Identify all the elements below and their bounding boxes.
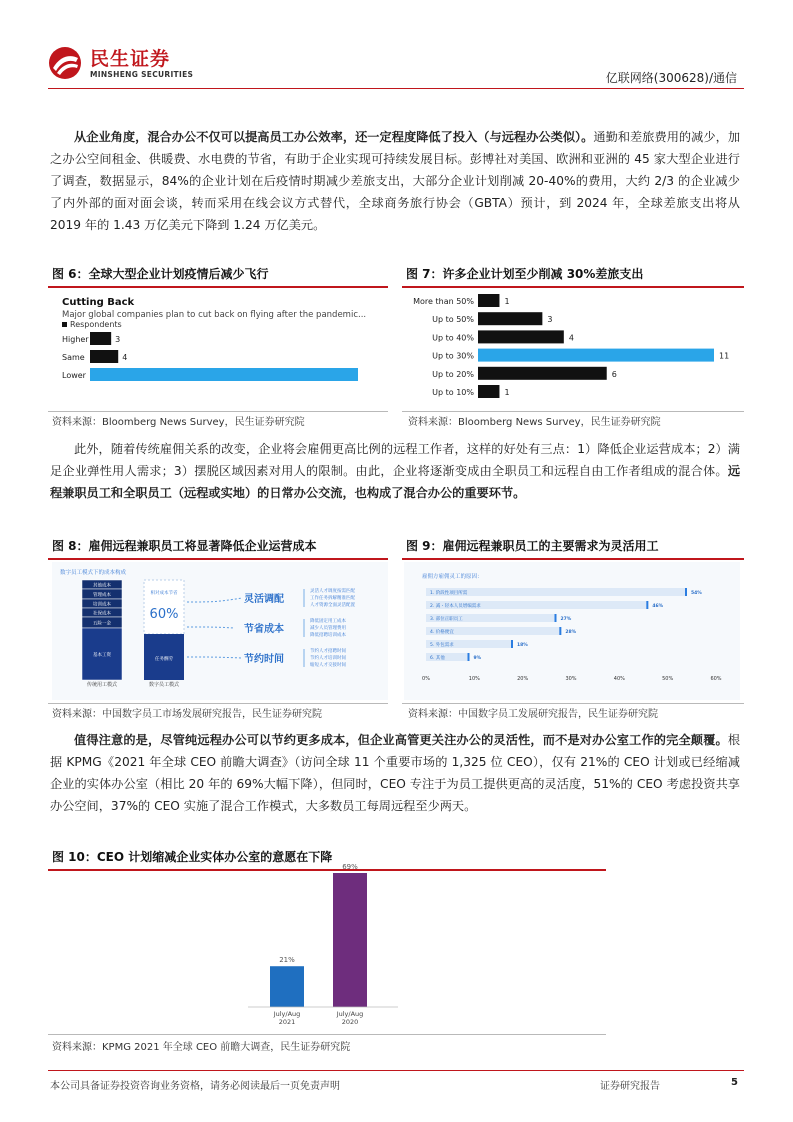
fig8-title-rule — [48, 558, 388, 560]
fig8-group-label: 节省成本 — [244, 624, 284, 635]
fig9-chart — [404, 562, 740, 700]
fig8-cost-segment-label: 培训成本 — [93, 602, 111, 608]
fig8-cost-segment-label: 基本工资 — [93, 653, 111, 658]
fig9-bar-end — [646, 601, 648, 609]
logo-english: MINSHENG SECURITIES — [90, 70, 194, 79]
fig7-category-label: Up to 40% — [432, 333, 474, 343]
fig9-title: 图 9：雇佣远程兼职员工的主要需求为灵活用工 — [406, 539, 659, 553]
fig10-source-rule — [48, 1034, 606, 1035]
fig10-bar — [270, 966, 304, 1007]
fig9-x-tick: 40% — [613, 676, 625, 682]
fig7-value-label: 11 — [719, 351, 730, 361]
fig9-source: 资料来源：中国数字员工发展研究报告，民生证券研究院 — [408, 709, 658, 720]
fig8-cost-segment-label: 管理成本 — [93, 593, 111, 598]
fig8-source: 资料来源：中国数字员工市场发展研究报告，民生证券研究院 — [52, 709, 322, 720]
paragraph-1-text: 通勤和差旅费用的减少，加之办公空间租金、供暖费、水电费的节省，有助于企业实现可持续发展目标。彭博社对美国、欧洲和亚洲的 45 家大型企业进行了调查，数据显示，84%的企业计划在后疫情时期减少差旅支出，大部分企业计划削减 20-40%的费用，大约 2/3 的企业减少了内外部的面对面会谈，转而采用在线会议方式替代，全球商务旅行协会（GBTA）预计，到 2024 年，全球差旅支出将从 2019 年的 1.43 万亿美元下降到 1.24 万亿美元。 — [50, 130, 741, 232]
fig6-category-label: Higher — [62, 335, 89, 344]
paragraph-2-text: 此外，随着传统雇佣关系的改变，企业将会雇佣更高比例的远程工作者，这样的好处有三点：1）降低企业运营成本；2）满足企业弹性用人需求；3）摆脱区域因素对用人的限制。由此，企业将逐渐变成由全职员工和远程自由工作者组成的混合体。 — [50, 442, 740, 478]
fig7-value-label: 6 — [611, 369, 617, 379]
fig9-x-tick: 10% — [468, 676, 480, 682]
fig6-title: 图 6：全球大型企业计划疫情后减少飞行 — [52, 267, 269, 281]
fig7-value-label: 1 — [504, 297, 510, 306]
fig6-value-label: 4 — [122, 353, 128, 362]
fig9-x-tick: 60% — [710, 676, 722, 682]
fig7-category-label: Up to 50% — [432, 315, 474, 325]
paragraph-3-bold: 值得注意的是，尽管纯远程办公可以节约更多成本，但企业高管更关注办公的灵活性，而不是对办公室工作的完全颠覆。 — [74, 733, 728, 747]
fig7-value-label: 4 — [568, 333, 574, 343]
footer-report-type: 证券研究报告 — [600, 1081, 660, 1092]
fig6-source: 资料来源：Bloomberg News Survey，民生证券研究院 — [52, 417, 305, 428]
fig8-center-bottom: 任务酬劳 — [155, 657, 173, 662]
minsheng-logo-icon — [48, 46, 82, 80]
fig8-group-item: 灵活人才调度按需匹配 — [310, 589, 355, 594]
fig9-bar-end — [685, 588, 687, 596]
fig9-value-label: 46% — [652, 604, 664, 609]
fig9-category-label: 5. 外包需求 — [430, 643, 454, 648]
fig9-chart-title: 雇佣方雇佣灵工的原因： — [422, 574, 483, 580]
fig9-category-label: 6. 其他 — [430, 656, 445, 661]
fig9-category-label: 1. 阶段性项目所需 — [430, 591, 468, 596]
fig9-value-label: 18% — [517, 643, 528, 648]
fig7-bar — [478, 349, 714, 362]
fig7-bar — [478, 312, 542, 325]
paragraph-3-text: 根据 KPMG《2021 年全球 CEO 前瞻大调查》（访问全球 11 个重要市场的 1,325 位 CEO），仅有 21%的 CEO 计划或已经缩减企业的实体办公室（相比 20 年的 69%大幅下降），但同时，CEO 专注于为员工提供更高的灵活度，51%的 CEO 考虑投资共享办公空间，37%的 CEO 实施了混合工作模式，大多数员工每周远程至少两天。 — [50, 733, 740, 813]
fig9-title-rule — [402, 558, 744, 560]
paragraph-3 — [50, 729, 740, 817]
fig9-value-label: 54% — [691, 591, 702, 596]
fig6-bar — [90, 368, 358, 381]
fig8-group-label: 灵活调配 — [244, 594, 284, 605]
fig7-category-label: Up to 10% — [432, 388, 474, 397]
fig6-chart-title: Cutting Back — [62, 297, 135, 308]
fig9-bar-end — [511, 640, 513, 648]
fig9-value-label: 27% — [560, 617, 572, 622]
fig8-right-caption: 数字员工模式 — [148, 682, 180, 688]
fig8-group-item: 工作任务拆解精准匹配 — [310, 596, 355, 601]
fig9-bar-end — [559, 627, 561, 635]
fig8-cost-segment-label: 其他成本 — [93, 583, 111, 589]
fig8-small-title: 数字员工模式下的成本构成 — [60, 570, 127, 576]
fig8-source-rule — [48, 703, 388, 704]
header-rule — [48, 88, 744, 89]
fig6-legend-swatch — [62, 322, 67, 327]
fig9-category-label: 3. 部位正职员工 — [430, 617, 463, 622]
fig8-group-item: 节约人才招聘时间 — [310, 649, 346, 654]
fig8-center-label: 相对成本节省 — [150, 591, 178, 596]
fig7-value-label: 1 — [504, 388, 510, 397]
fig9-x-tick: 30% — [565, 676, 577, 682]
fig7-chart — [404, 290, 740, 406]
fig10-source: 资料来源：KPMG 2021 年全球 CEO 前瞻大调查，民生证券研究院 — [52, 1042, 351, 1053]
fig6-source-rule — [48, 411, 388, 412]
fig6-bar — [90, 350, 118, 363]
fig8-diagram — [52, 562, 388, 700]
fig8-group-item: 降低固定用工成本 — [310, 619, 346, 624]
fig10-title: 图 10：CEO 计划缩减企业实体办公室的意愿在下降 — [52, 850, 333, 864]
fig9-x-tick: 20% — [517, 676, 529, 682]
fig6-category-label: Lower — [62, 371, 86, 380]
fig7-source-rule — [402, 411, 744, 412]
fig7-source: 资料来源：Bloomberg News Survey，民生证券研究院 — [408, 417, 661, 428]
paragraph-1-bold: 从企业角度，混合办公不仅可以提高员工办公效率，还一定程度降低了投入（与远程办公类似）。 — [74, 130, 594, 144]
fig9-value-label: 28% — [565, 630, 577, 635]
fig8-group-item: 降低招聘培训成本 — [310, 633, 346, 638]
fig10-bar — [333, 873, 367, 1007]
page-number: 5 — [731, 1077, 738, 1088]
fig6-title-rule — [48, 286, 388, 288]
fig7-category-label: Up to 30% — [432, 351, 474, 361]
fig7-value-label: 3 — [547, 315, 553, 325]
fig8-group-item: 减少人员管理费用 — [310, 626, 346, 631]
fig10-category-label: 2020 — [341, 1018, 359, 1026]
fig6-value-label: 3 — [115, 335, 121, 344]
fig9-bar-end — [468, 653, 470, 661]
fig10-chart — [48, 863, 606, 1030]
fig8-group-label: 节约时间 — [244, 654, 284, 665]
fig7-category-label: Up to 20% — [432, 369, 474, 379]
fig8-group-item: 人才资源全面灵活配置 — [310, 603, 355, 608]
fig10-category-label: 2021 — [278, 1018, 296, 1026]
report-ticker: 亿联网络(300628)/通信 — [605, 71, 737, 85]
fig9-x-tick: 50% — [662, 676, 674, 682]
fig7-bar — [478, 367, 607, 380]
fig10-value-label: 21% — [279, 956, 295, 965]
fig6-bar — [90, 332, 111, 345]
paragraph-2 — [50, 438, 740, 504]
fig10-category-label: July/Aug — [336, 1010, 364, 1018]
fig7-bar — [478, 294, 499, 307]
fig8-cost-segment-label: 五险一金 — [93, 621, 111, 627]
fig7-bar — [478, 385, 499, 398]
fig9-category-label: 2. 减・轻本人员增编需求 — [430, 604, 481, 609]
fig9-bar-end — [555, 614, 557, 622]
fig8-group-item: 节约人才培训时间 — [310, 656, 346, 661]
fig8-cost-segment-label: 社保成本 — [93, 611, 111, 617]
fig9-source-rule — [402, 703, 744, 704]
logo-chinese: 民生证券 — [90, 48, 171, 70]
footer-disclaimer: 本公司具备证券投资咨询业务资格，请务必阅读最后一页免责声明 — [50, 1081, 340, 1092]
fig7-bar — [478, 330, 564, 343]
fig7-category-label: More than 50% — [413, 297, 474, 306]
fig6-chart-subtitle: Major global companies plan to cut back on flying after the pandemic... — [62, 310, 367, 320]
footer-rule — [48, 1070, 744, 1071]
fig6-category-label: Same — [62, 353, 85, 362]
fig8-group-item: 缩短人才交接时间 — [310, 663, 346, 668]
fig8-center-pct: 60% — [149, 607, 179, 622]
paragraph-1 — [50, 126, 740, 236]
fig6-chart — [56, 290, 368, 408]
fig10-category-label: July/Aug — [273, 1010, 301, 1018]
fig9-value-label: 9% — [473, 656, 482, 661]
fig8-title: 图 8：雇佣远程兼职员工将显著降低企业运营成本 — [52, 539, 317, 553]
fig8-left-caption: 传统用工模式 — [86, 682, 118, 688]
paragraph-2-bold: 远程兼职员工和全职员工（远程或实地）的日常办公交流，也构成了混合办公的重要环节。 — [50, 464, 740, 500]
fig9-category-label: 4. 价格便宜 — [430, 630, 454, 635]
fig9-x-tick: 0% — [422, 676, 430, 682]
fig7-title-rule — [402, 286, 744, 288]
fig7-title: 图 7：许多企业计划至少削减 30%差旅支出 — [406, 267, 644, 281]
fig10-value-label: 69% — [342, 863, 358, 871]
fig6-legend-label: Respondents — [70, 320, 122, 329]
